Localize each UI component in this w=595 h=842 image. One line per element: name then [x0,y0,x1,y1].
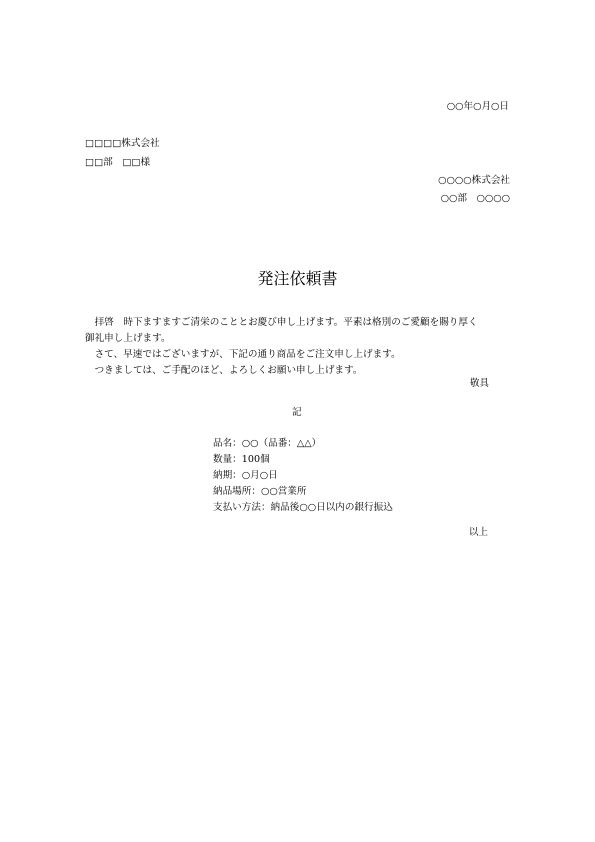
item-quantity: 数量：100個 [213,454,270,465]
closing-keigu: 敬具 [469,378,489,389]
sender-person: ○○部 ○○○○ [440,193,510,204]
item-delivery-place: 納品場所：○○営業所 [213,486,307,497]
item-payment-method: 支払い方法：納品後○○日以内の銀行振込 [213,502,393,513]
end-ijou: 以上 [468,527,488,538]
recipient-person: □□部 □□様 [85,157,151,168]
greeting-line-1: 拝啓 時下ますますご清栄のこととお慶び申し上げます。平素は格別のご愛顧を賜り厚く [85,317,478,328]
sender-company: ○○○○株式会社 [438,175,510,186]
item-product-name: 品名：○○（品番：△△） [213,438,322,449]
item-delivery-date: 納期：○月○日 [213,470,278,481]
recipient-company: □□□□株式会社 [85,138,160,149]
document-date: ○○年○月○日 [446,101,509,112]
document-title: 発注依頼書 [257,269,338,288]
ki-heading: 記 [292,407,302,418]
closing-paragraph: つきましては、ご手配のほど、よろしくお願い申し上げます。 [85,365,363,376]
request-paragraph: さて、早速ではございますが、下記の通り商品をご注文申し上げます。 [85,349,401,360]
order-items [213,436,393,516]
greeting-line-2: 御礼申し上げます。 [85,333,171,344]
body-text [85,315,513,379]
